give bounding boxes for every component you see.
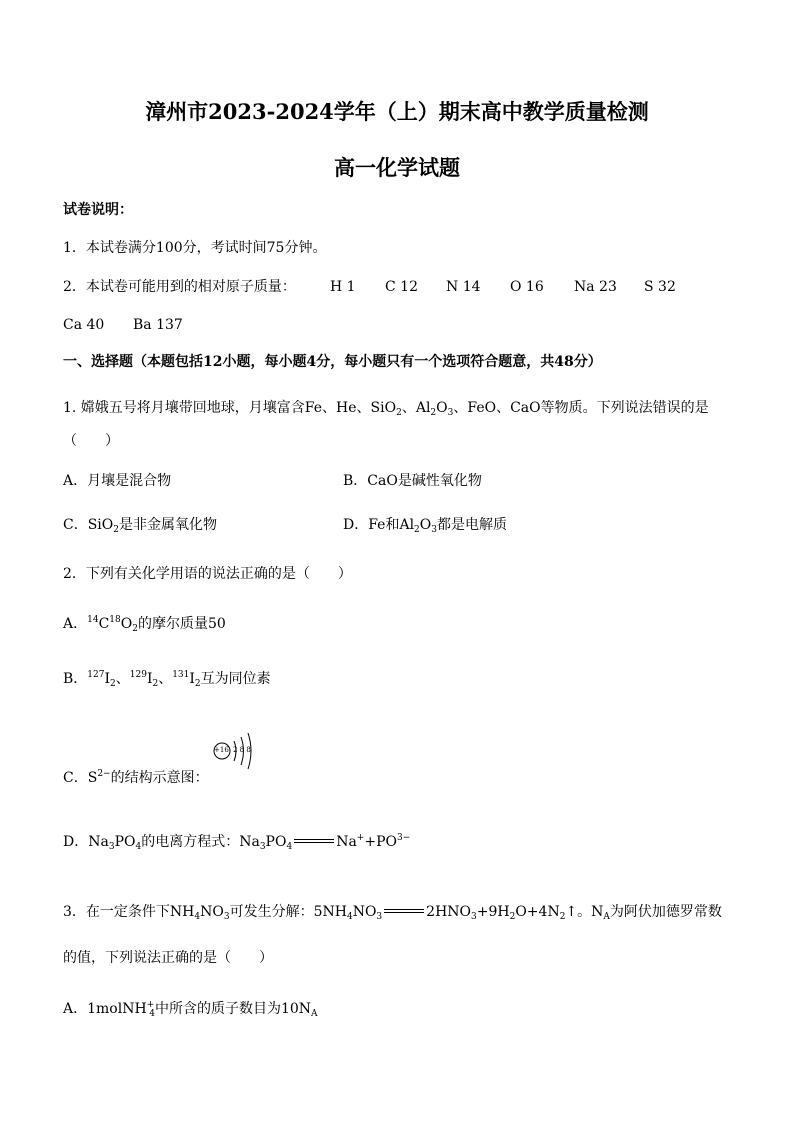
q2-a-pre: A．	[63, 616, 88, 632]
q2-b-i2: I	[146, 671, 153, 687]
mass-n: N 14	[446, 279, 481, 295]
mass-ba: Ba 137	[133, 317, 183, 333]
q3-stem	[63, 902, 722, 927]
q1-d-sub2: 2	[414, 525, 420, 535]
q3-sub4a: 4	[194, 912, 201, 922]
q1-sub-3: 3	[447, 408, 454, 418]
q2-d-plus: +	[364, 834, 377, 850]
q2-b-pre: B．	[63, 671, 88, 687]
q2-option-c	[63, 764, 209, 788]
q2-option-d	[63, 828, 410, 857]
q3-sub3b: 3	[376, 912, 383, 922]
gas-arrow-icon: ↑	[565, 904, 578, 920]
q2-a-mass18: 18	[109, 615, 121, 625]
q1-text-c: O	[436, 400, 448, 416]
q3-eq-mid2: O+4N	[515, 904, 560, 920]
q2-a-sub2: 2	[132, 624, 138, 634]
mass-o: O 16	[510, 279, 544, 295]
q2-a-mass14: 14	[87, 615, 99, 625]
q3-a-sub: A	[311, 1009, 318, 1019]
q3-stem-line-2: 的值，下列说法正确的是（ ）	[63, 950, 273, 966]
q2-c-charge: 2−	[97, 769, 111, 779]
q3-sub4b: 4	[346, 912, 353, 922]
q2-d-mid: 的电离方程式：Na	[141, 834, 260, 850]
mass-s: S 32	[644, 279, 676, 295]
q2-d-sub3b: 3	[259, 842, 266, 852]
q2-d-charge-minus: 3−	[396, 833, 411, 843]
intro-line-1: 1．本试卷满分100分，考试时间75分钟。	[63, 240, 327, 256]
q3-sub2b: 2	[559, 912, 566, 922]
q2-d-po: PO	[114, 834, 136, 850]
q3-text-a: 3．在一定条件下NH	[63, 904, 195, 920]
q2-b-post: 互为同位素	[200, 671, 271, 687]
q2-b-sub1: 2	[110, 679, 116, 689]
q2-d-rhs2: PO	[376, 834, 397, 850]
q3-eq-rhs: 2HNO	[426, 904, 471, 920]
q2-b-i1: I	[104, 671, 111, 687]
mass-ca: Ca 40	[63, 317, 105, 333]
intro-heading: 试卷说明：	[63, 202, 133, 218]
q3-a-charge: +	[146, 1000, 155, 1010]
q3-text-c: 可发生分解：5NH	[229, 904, 347, 920]
q2-a-c: C	[98, 616, 110, 632]
q2-stem: 2．下列有关化学用语的说法正确的是（ ）	[63, 566, 352, 582]
q3-after-sub: A	[603, 912, 610, 922]
q2-d-sub3a: 3	[108, 842, 115, 852]
q3-a-post: 中所含的质子数目为10N	[154, 1001, 312, 1017]
q1-sub-2: 2	[396, 408, 402, 418]
q1-option-d	[343, 515, 507, 540]
sulfur-ion-structure-diagram	[210, 725, 262, 777]
mass-na: Na 23	[574, 279, 617, 295]
q2-option-a	[63, 610, 226, 639]
q3-a-sub4: 4	[149, 1009, 155, 1019]
q2-d-pre: D．Na	[63, 834, 109, 850]
q3-sub2a: 2	[509, 912, 516, 922]
q1-text-d: 、FeO、CaO等物质。下列说法错误的是	[453, 400, 709, 416]
q3-after: 。N	[577, 904, 604, 920]
equals-sign-icon	[294, 837, 334, 847]
q2-option-b	[63, 665, 271, 694]
q2-c-pre: C．S	[63, 770, 98, 786]
page-title: 漳州市2023-2024学年（上）期末高中教学质量检测	[145, 99, 649, 124]
q2-b-127: 127	[87, 670, 105, 680]
q3-option-a	[63, 995, 318, 1024]
q2-d-sub4a: 4	[135, 842, 142, 852]
q3-eq-mid: +9H	[476, 904, 510, 920]
q2-d-charge-plus: +	[356, 833, 365, 843]
section-heading: 一、选择题（本题包括12小题，每小题4分，每小题只有一个选项符合题意，共48分）	[63, 354, 602, 370]
q2-b-sub3: 2	[194, 679, 201, 689]
q1-text-a: 1. 嫦娥五号将月壤带回地球，月壤富含Fe、He、SiO	[63, 400, 397, 416]
q1-d-sub3: 3	[431, 525, 437, 535]
q2-a-o: O	[120, 616, 133, 632]
q2-c-post: 的结构示意图：	[110, 770, 209, 786]
mass-c: C 12	[385, 279, 418, 295]
q1-c-sub: 2	[113, 525, 119, 535]
q1-paren: （ ）	[63, 433, 119, 449]
q1-option-c	[63, 515, 217, 540]
q1-stem	[63, 398, 709, 423]
q2-b-i3: I	[189, 671, 195, 687]
q2-a-post: 的摩尔质量50	[137, 616, 226, 632]
q1-d-c: 都是电解质	[437, 517, 507, 533]
q2-b-sep2: 、	[158, 671, 173, 687]
q1-c-b: 是非金属氧化物	[119, 517, 217, 533]
q3-text-b: NO	[200, 904, 224, 920]
q2-b-129: 129	[129, 670, 147, 680]
q1-d-a: D．Fe和Al	[343, 517, 415, 533]
q2-d-po2: PO	[265, 834, 287, 850]
q1-text-b: 、Al	[401, 400, 431, 416]
nucleus-label: +16	[214, 746, 229, 754]
q1-option-b: B．CaO是碱性氧化物	[343, 473, 482, 489]
q1-c-a: C．SiO	[63, 517, 114, 533]
intro-line-2-prefix: 2．本试卷可能用到的相对原子质量：	[63, 279, 296, 295]
q2-b-131: 131	[172, 670, 190, 680]
intro-line-2	[63, 277, 296, 297]
q1-option-a: A．月壤是混合物	[63, 473, 172, 489]
q1-d-b: O	[419, 517, 432, 533]
q3-sub3a: 3	[223, 912, 230, 922]
q1-sub-2b: 2	[430, 408, 437, 418]
mass-h: H 1	[330, 279, 356, 295]
q2-b-sub2: 2	[152, 679, 159, 689]
shell-electrons: 2 8 8	[233, 746, 251, 754]
q3-a-pre: A．1molNH	[63, 1001, 147, 1017]
equals-sign-icon	[384, 907, 424, 917]
page-subtitle: 高一化学试题	[334, 155, 460, 180]
q2-d-rhs1: Na	[336, 834, 357, 850]
q2-d-sub4b: 4	[286, 842, 293, 852]
q2-b-sep1: 、	[115, 671, 130, 687]
q3-sub3c: 3	[471, 912, 477, 922]
q3-after2: 为阿伏加德罗常数	[609, 904, 722, 920]
q3-text-b2: NO	[352, 904, 377, 920]
